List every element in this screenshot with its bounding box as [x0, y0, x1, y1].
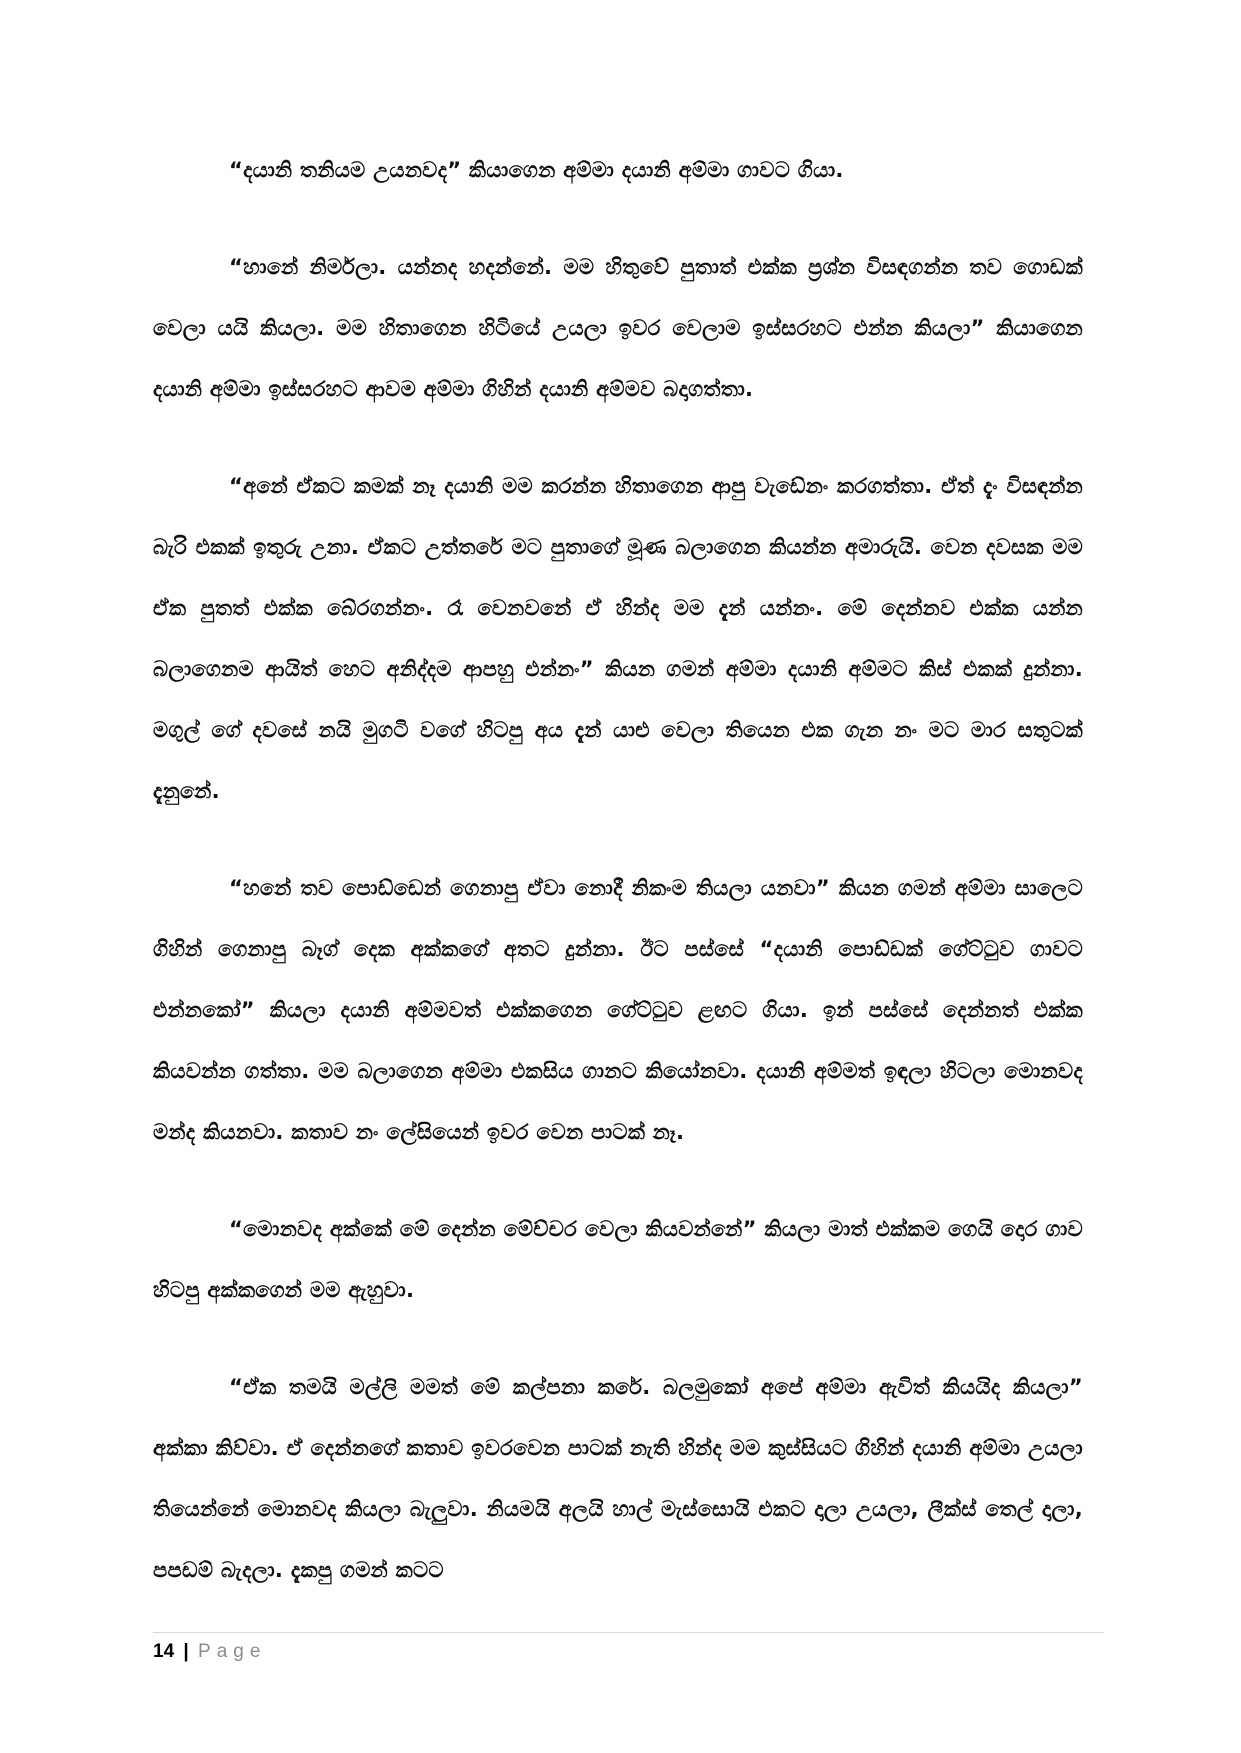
- paragraph-5: “මොනවද අක්කේ මේ දෙන්න මේච්චර වෙලා කියවන්නේ” කියලා මාත් එක්කම ගෙයි දොර ගාව හිටපු අක්කගෙන් මම ඇහුවා.: [153, 1217, 1083, 1302]
- paragraph-2: “හානේ නිර්මලා. යන්නද හදන්නේ. මම හිතුවේ පුතාත් එක්ක ප්‍රශ්න විසඳගන්න තව ගොඩක් වෙලා යයි කියලා. මම හිතාගෙන හිටියේ උයලා ඉවර වෙලාම ඉස්සරහට එන්න කියලා” කියාගෙන දයානි අම්මා ඉස්සරහට ආවම අම්මා ගිහින් දයානි අම්මව බදාගත්තා.: [153, 255, 1083, 401]
- paragraph-6: “ඒක තමයි මල්ලි මමත් මේ කල්පනා කරේ. බලමුකෝ අපේ අම්මා ඇවිත් කියයිද කියලා” අක්කා කිව්වා. ඒ දෙන්නගේ කතාව ඉවරවෙන පාටක් නැති හින්ද මම කුස්සියට ගිහින් දයානි අම්මා උයලා තියෙන්නේ මොනවද කියලා බැලුවා. නියමයි අලයි හාල් මැස්සොයි එකට දාලා උයලා, ලීක්ස් තෙල් දාලා, පපඩම් බැදලා. දැකපු ගමන් කටට: [153, 1375, 1083, 1582]
- body-text: [153, 140, 1083, 1601]
- page-number: 14: [153, 1641, 175, 1662]
- page-separator: |: [183, 1641, 189, 1662]
- page-label: Page: [198, 1641, 267, 1662]
- paragraph-3: “අනේ ඒකට කමක් නෑ දයානි මම කරන්න හිතාගෙන ආපු වැඩේනං කරගත්තා. ඒත් දැං විසඳන්න බැරි එකක් ඉතුරු උනා. ඒකට උත්තරේ මට පුතාගේ මූණ බලාගෙන කියන්න අමාරුයි. වෙන දවසක මම ඒක පුතත් එක්ක බේරගන්නං. රෑ වෙනවනේ ඒ හින්ද මම දැන් යන්නං. මේ දෙන්නව එක්ක යන්න බලාගෙනම ආයිත් හෙට අනිද්දම ආපහු එන්නං” කියන ගමන් අම්මා දයානි අම්මට කිස් එකක් දුන්නා. මගුල් ගේ දවසේ නයි මුගටි වගේ හිටපු අය දැන් යාළු වෙලා තියෙන එක ගැන නං මට මාර සතුටක් දැනුනේ.: [153, 474, 1083, 803]
- paragraph-1: “දයානි තනියම උයනවද” කියාගෙන අම්මා දයානි අම්මා ගාවට ගියා.: [229, 158, 844, 182]
- page-footer: [153, 1640, 266, 1664]
- footer-divider: [153, 1632, 1104, 1633]
- paragraph-4: “හනේ තව පොඩ්ඩෙන් ගෙනාපු ඒවා නොදී නිකංම තියලා යනවා” කියන ගමන් අම්මා සාලෙට ගිහින් ගෙනාපු බෑග් දෙක අක්කගේ අතට දුන්නා. ඊට පස්සේ “දයානි පොඩ්ඩක් ගේට්ටුව ගාවට එන්නකෝ” කියලා දයානි අම්මවත් එක්කගෙන ගේට්ටුව ළඟට ගියා. ඉන් පස්සේ දෙන්නත් එක්ක කියවන්න ගත්තා. මම බලාගෙන අම්මා එකසිය ගානට කියෝනවා. දයානි අම්මත් ඉඳලා හිටලා මොනවද මන්ද කියනවා. කතාව නං ලේසියෙන් ඉවර වෙන පාටක් නෑ.: [153, 876, 1083, 1144]
